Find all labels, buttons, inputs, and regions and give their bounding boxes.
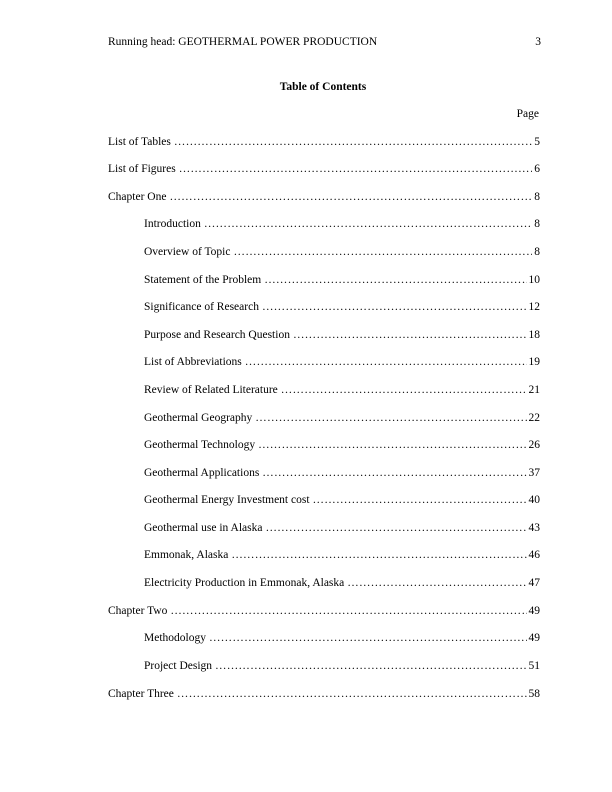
dot-leader [170, 605, 526, 617]
toc-entry-page: 58 [528, 688, 540, 700]
toc-entry-label: Chapter One [108, 191, 167, 203]
toc-entry-page: 47 [528, 577, 540, 589]
toc-entry[interactable] [144, 274, 540, 290]
dot-leader [255, 412, 526, 424]
toc-entry-label: List of Tables [108, 136, 171, 148]
dot-leader [179, 163, 533, 175]
toc-entry-label: Geothermal Geography [144, 412, 253, 424]
dot-leader [347, 577, 526, 589]
page-column-label: Page [516, 108, 539, 120]
toc-entry-page: 6 [534, 163, 540, 175]
toc-entry-page: 21 [528, 384, 540, 396]
dot-leader [262, 467, 526, 479]
toc-entry-label: Project Design [144, 660, 213, 672]
toc-entry-label: Geothermal Technology [144, 439, 256, 451]
toc-entry[interactable] [144, 549, 540, 565]
toc-entry[interactable] [144, 356, 540, 372]
dot-leader [245, 356, 527, 368]
toc-entry[interactable] [144, 246, 540, 262]
dot-leader [293, 329, 527, 341]
toc-entry[interactable] [144, 522, 540, 538]
dot-leader [258, 439, 526, 451]
toc-entry[interactable] [108, 605, 540, 621]
toc-entry-label: Statement of the Problem [144, 274, 262, 286]
toc-entry[interactable] [144, 660, 540, 676]
toc-entry[interactable] [144, 218, 540, 234]
page-number: 3 [535, 36, 541, 48]
toc-entry-page: 10 [528, 274, 540, 286]
dot-leader [234, 246, 533, 258]
toc-entry[interactable] [144, 329, 540, 345]
toc-entry-page: 18 [528, 329, 540, 341]
dot-leader [265, 522, 526, 534]
toc-entry-label: Introduction [144, 218, 201, 230]
dot-leader [215, 660, 526, 672]
toc-entry-page: 8 [534, 191, 540, 203]
dot-leader [264, 274, 526, 286]
toc-entry-label: Emmonak, Alaska [144, 549, 229, 561]
toc-entry-page: 12 [528, 301, 540, 313]
toc-entry-page: 22 [528, 412, 540, 424]
toc-entry-page: 19 [528, 356, 540, 368]
toc-entry[interactable] [144, 412, 540, 428]
toc-entry-label: Geothermal Applications [144, 467, 260, 479]
toc-entry-page: 49 [528, 605, 540, 617]
toc-entry-page: 37 [528, 467, 540, 479]
toc-entry-page: 49 [528, 632, 540, 644]
dot-leader [231, 549, 526, 561]
toc-entry[interactable] [144, 467, 540, 483]
running-head: Running head: GEOTHERMAL POWER PRODUCTION [108, 36, 378, 48]
toc-entry[interactable] [108, 688, 540, 704]
toc-entry-page: 8 [534, 246, 540, 258]
toc-entry[interactable] [144, 301, 540, 317]
toc-entry-page: 43 [528, 522, 540, 534]
toc-entry-label: Methodology [144, 632, 206, 644]
toc-entry-label: Electricity Production in Emmonak, Alaska [144, 577, 345, 589]
toc-entry-label: Geothermal use in Alaska [144, 522, 263, 534]
toc-entry[interactable] [144, 632, 540, 648]
toc-entry-page: 40 [528, 494, 540, 506]
dot-leader [281, 384, 527, 396]
dot-leader [262, 301, 527, 313]
toc-entry-label: Chapter Three [108, 688, 174, 700]
toc-entry-label: Review of Related Literature [144, 384, 278, 396]
dot-leader [174, 136, 532, 148]
toc-entry[interactable] [108, 191, 540, 207]
dot-leader [204, 218, 532, 230]
toc-entry-page: 8 [534, 218, 540, 230]
toc-entry[interactable] [144, 494, 540, 510]
toc-entry-label: List of Figures [108, 163, 176, 175]
toc-entry-label: Geothermal Energy Investment cost [144, 494, 310, 506]
toc-entry-page: 26 [528, 439, 540, 451]
toc-entry-page: 51 [528, 660, 540, 672]
toc-entry[interactable] [144, 384, 540, 400]
toc-entry[interactable] [108, 163, 540, 179]
toc-entry-label: Purpose and Research Question [144, 329, 290, 341]
toc-entry-label: List of Abbreviations [144, 356, 242, 368]
toc-entry-page: 46 [528, 549, 540, 561]
dot-leader [313, 494, 527, 506]
dot-leader [177, 688, 527, 700]
toc-entry-label: Chapter Two [108, 605, 168, 617]
dot-leader [209, 632, 527, 644]
toc-entry[interactable] [144, 439, 540, 455]
toc-entry[interactable] [144, 577, 540, 593]
toc-title: Table of Contents [279, 81, 367, 93]
toc-entry-label: Significance of Research [144, 301, 259, 313]
toc-entry-page: 5 [534, 136, 540, 148]
toc-entry-label: Overview of Topic [144, 246, 231, 258]
toc-entry[interactable] [108, 136, 540, 152]
page-header [108, 36, 541, 50]
dot-leader [169, 191, 532, 203]
